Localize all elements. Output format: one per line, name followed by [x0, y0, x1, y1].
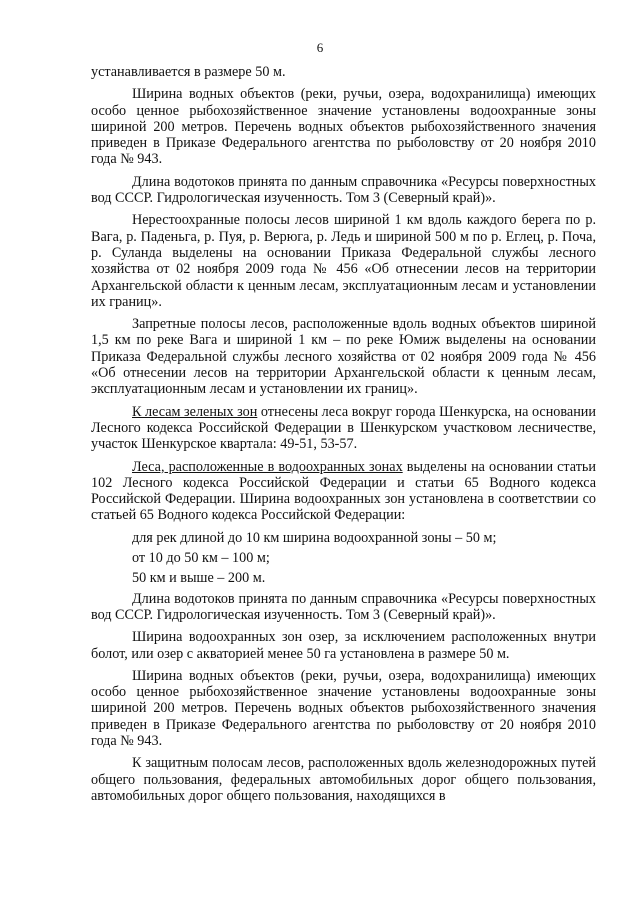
paragraph-prohibited-strips: Запретные полосы лесов, расположенные вдоль водных объектов шириной 1,5 км по реке Вага и шириной 1 км – по реке Юмиж выделены на основании Приказа Федеральной службы лесного хозяйства от 02 ноября 2009 года № 456 «Об отнесении лесов на территории Архангельской области к ценным лесам, эксплуатационным лесам и установлении их границ».	[91, 316, 596, 398]
water-protection-text: выделены на основании статьи 102 Лесного кодекса Российской Федерации и статьи 65 Водного кодекса Российской Федерации. Ширина водоохранных зон установлена в соответствии со статьей 65 Водного кодекса Российской Федерации:	[91, 458, 596, 524]
paragraph-green-zone-forests	[91, 404, 596, 453]
document-body	[91, 64, 596, 804]
page-number: 6	[316, 40, 324, 55]
water-protection-heading: Леса, расположенные в водоохранных зонах	[132, 458, 403, 475]
paragraph-watercourse-length-2: Длина водотоков принята по данным справочника «Ресурсы поверхностных вод СССР. Гидрологическая изученность. Том 3 (Северный край)».	[91, 590, 596, 623]
green-zone-heading: К лесам зеленых зон	[132, 403, 258, 420]
green-zone-text: отнесены леса вокруг города Шенкурска, на основании Лесного кодекса Российской Федерации в Шенкурском участковом лесничестве, участок Шенкурское квартала: 49-51, 53-57.	[91, 403, 596, 453]
paragraph-watercourse-length: Длина водотоков принята по данным справочника «Ресурсы поверхностных вод СССР. Гидрологическая изученность. Том 3 (Северный край)».	[91, 173, 596, 207]
paragraph-lake-protection-zones: Ширина водоохранных зон озер, за исключением расположенных внутри болот, или озер с акваторией менее 50 га установлена в размере 50 м.	[91, 629, 596, 662]
paragraph-water-protection-forests	[91, 459, 596, 524]
list-item-river-up-to-10km: для рек длиной до 10 км ширина водоохранной зоны – 50 м;	[132, 529, 497, 546]
paragraph-spawning-strips: Нерестоохранные полосы лесов шириной 1 км вдоль каждого берега по р. Вага, р. Паденьга, р. Пуя, р. Верюга, р. Ледь и шириной 500 м по р. Еглец, р. Поча, р. Суланда выделены на основании Приказа Федеральной службы лесного хозяйства от 02 ноября 2009 года № 456 «Об отнесении лесов на территории Архангельской области к ценным лесам, эксплуатационным лесам и установлении их границ».	[91, 212, 596, 310]
paragraph-fishery-water-bodies: Ширина водных объектов (реки, ручьи, озера, водохранилища) имеющих особо ценное рыбохозяйственное значение установлены водоохранные зоны шириной 200 метров. Перечень водных объектов рыбохозяйственного значения приведен в Приказе Федерального агентства по рыболовству от 20 ноября 2010 года № 943.	[91, 86, 596, 168]
paragraph-protective-strips: К защитным полосам лесов, расположенных вдоль железнодорожных путей общего пользования, федеральных автомобильных дорог общего пользования, автомобильных дорог общего пользования, находящихся в	[91, 755, 596, 804]
paragraph-carryover: устанавливается в размере 50 м.	[91, 64, 286, 80]
list-item-river-10-to-50km: от 10 до 50 км – 100 м;	[132, 550, 270, 567]
paragraph-fishery-water-bodies-2: Ширина водных объектов (реки, ручьи, озера, водохранилища) имеющих особо ценное рыбохозяйственное значение установлены водоохранные зоны шириной 200 метров. Перечень водных объектов рыбохозяйственного значения приведен в Приказе Федерального агентства по рыболовству от 20 ноября 2010 года № 943.	[91, 667, 596, 749]
list-item-river-over-50km: 50 км и выше – 200 м.	[132, 570, 266, 587]
